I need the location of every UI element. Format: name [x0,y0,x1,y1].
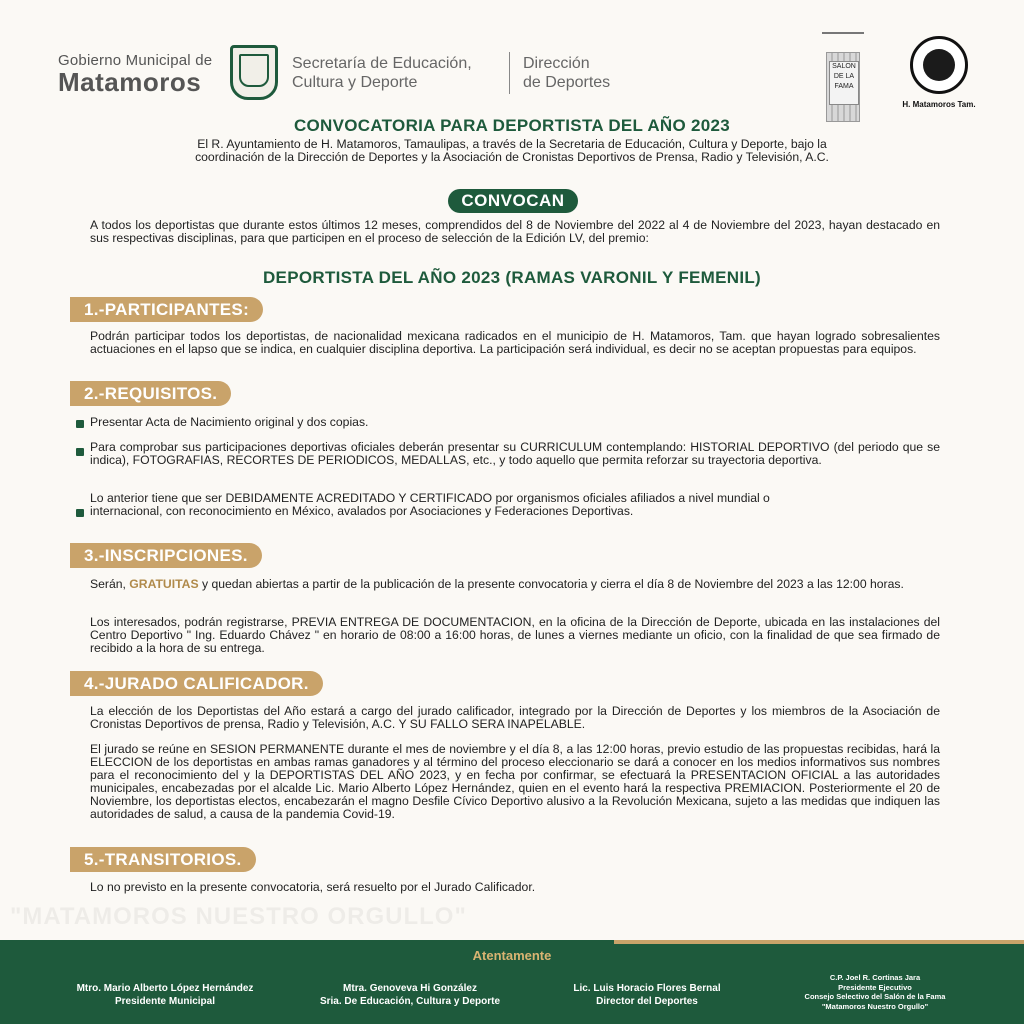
salon-fama-logo [818,32,868,124]
direccion-line2: de Deportes [523,74,611,91]
signer-name: Lic. Luis Horacio Flores Bernal [573,983,721,994]
jurado-text-2: El jurado se reúne en SESION PERMANENTE durante el mes de noviembre y el día 8, a las 12:00 horas, previo estudio de las propuestas recibidas, hará la ELECCION de los deportistas en ambas ramas ganadores y al término del proceso eleccionario se dará a conocer en los medios informativos sus nombres para el reconocimiento del y la DEPORTISTAS DEL AÑO 2023, y en fecha por confirmar, se efectuará la PRESENTACION OFICIAL a las autoridades municipales, encabezadas por el alcalde Lic. Mario Alberto López Hernández, quien en el evento hará la respectiva PREMIACION. Posteriormente el 20 de Noviembre, los deportistas electos, encabezarán el magno Desfile Cívico Deportivo alusivo a la Revolución Mexicana, sujeto a las medidas que indiquen las autoridades de salud, a causa de la pandemia Covid-19. [90,742,940,821]
secretaria-label [292,54,472,92]
signer-role: Presidente Ejecutivo [838,982,912,992]
secretaria-line2: Cultura y Deporte [292,74,418,91]
signer-name: Mtra. Genoveva Hi González [343,983,477,994]
gov-line2: Matamoros [58,67,202,97]
watermark-text: "MATAMOROS NUESTRO ORGULLO" [10,903,467,930]
inscripciones-text-1b: y quedan abiertas a partir de la publicación de la presente convocatoria y cierra el día 8 de Noviembre del 2023 a las 12:00 horas. [198,577,904,591]
section-heading-participantes: 1.-PARTICIPANTES: [70,297,263,322]
gov-line1: Gobierno Municipal de [58,52,213,69]
signer-role: Director del Deportes [596,996,698,1007]
seal-icon [910,36,968,94]
requisito-1: Presentar Acta de Nacimiento original y dos copias. [90,415,369,429]
convocan-text: A todos los deportistas que durante estos últimos 12 meses, comprendidos del 8 de Noviembre del 2022 al 4 de Noviembre del 2023, hayan destacado en sus respectivas disciplinas, para que participen en el proceso de selección de la Edición LV, del premio: [90,218,940,245]
section-heading-transitorios: 5.-TRANSITORIOS. [70,847,256,872]
section-heading-inscripciones: 3.-INSCRIPCIONES. [70,543,262,568]
signer-3 [522,982,772,1008]
column-icon [826,52,860,122]
fame-plate: SALON DE LA FAMA [829,61,859,105]
secretaria-line1: Secretaría de Educación, [292,55,472,72]
gratuitas-highlight: GRATUITAS [129,577,199,591]
header [0,40,1024,110]
header-divider [509,52,510,94]
assoc-label: H. Matamoros Tam. [902,100,976,109]
footer-stripe [614,940,1024,944]
direccion-line1: Dirección [523,55,590,72]
page-title: CONVOCATORIA PARA DEPORTISTA DEL AÑO 2023 [293,116,731,135]
signer-role: Sria. De Educación, Cultura y Deporte [319,996,501,1007]
signer-role-3: "Matamoros Nuestro Orgullo" [821,1001,929,1011]
transitorios-text: Lo no previsto en la presente convocatoria, será resuelto por el Jurado Calificador. [90,880,536,894]
bullet-icon [76,509,84,517]
signer-name: Mtro. Mario Alberto López Hernández [76,983,254,994]
section-heading-jurado: 4.-JURADO CALIFICADOR. [70,671,323,696]
municipal-crest-icon [230,45,278,100]
signer-2 [285,982,535,1008]
inscripciones-text-1a: Serán, [90,577,130,591]
requisito-2: Para comprobar sus participaciones deportivas oficiales deberán presentar su CURRICULUM contemplando: HISTORIAL DEPORTIVO (del periodo que se indica), FOTOGRAFIAS, RECORTES DE PERIODICOS, MEDALLAS, etc., y todo aquello que permita reforzar su trayectoria deportiva. [90,440,940,467]
convocan-badge: CONVOCAN [448,189,578,213]
signer-1 [40,982,290,1008]
bullet-icon [76,448,84,456]
atentamente-label: Atentamente [472,948,552,963]
inscripciones-text-2: Los interesados, podrán registrarse, PREVIA ENTREGA DE DOCUMENTACION, en la oficina de la Dirección de Deporte, ubicada en las instalaciones del Centro Deportivo " Ing. Eduardo Chávez " en horario de 08:00 a 16:00 horas, de lunes a viernes mediante un oficio, con la finalidad de que sea firmado de recibido a la hora de su entrega. [90,615,940,655]
participantes-text: Podrán participar todos los deportistas, de nacionalidad mexicana radicados en el municipio de H. Matamoros, Tam. que hayan logrado sobresalientes actuaciones en el lapso que se indica, en cualquier disciplina deportiva. La participación será individual, es decir no se aceptan propuestas para equipos. [90,329,940,356]
signer-name: C.P. Joel R. Cortinas Jara [829,973,921,982]
laurel-icon [822,32,864,52]
signer-4 [770,973,980,1011]
requisito-3: Lo anterior tiene que ser DEBIDAMENTE ACREDITADO Y CERTIFICADO por organismos oficiales afiliados a nivel mundial o internacional, con reconocimiento en México, avalados por Asociaciones y Federaciones Deportivas. [90,491,770,518]
direccion-label [523,54,610,92]
bullet-icon [76,420,84,428]
jurado-text-1: La elección de los Deportistas del Año estará a cargo del jurado calificador, integrado por la Dirección de Deportes y los miembros de la Asociación de Cronistas Deportivos de prensa, Radio y Televisión, A.C. Y SU FALLO SERA INAPELABLE. [90,704,940,731]
section-heading-requisitos: 2.-REQUISITOS. [70,381,231,406]
inscripciones-text-1 [90,578,940,591]
signer-role: Presidente Municipal [114,996,216,1007]
gov-logo-text [58,52,212,98]
subtitle: DEPORTISTA DEL AÑO 2023 (RAMAS VARONIL Y FEMENIL) [262,268,761,287]
asociacion-cronistas-logo [902,36,976,126]
intro-text: El R. Ayuntamiento de H. Matamoros, Tamaulipas, a través de la Secretaria de Educación, Cultura y Deporte, bajo la coordinación de la Dirección de Deportes y la Asociación de Cronistas Deportivos de Prensa, Radio y Televisión, A.C. [195,137,829,164]
signer-role-2: Consejo Selectivo del Salón de la Fama [804,992,946,1002]
